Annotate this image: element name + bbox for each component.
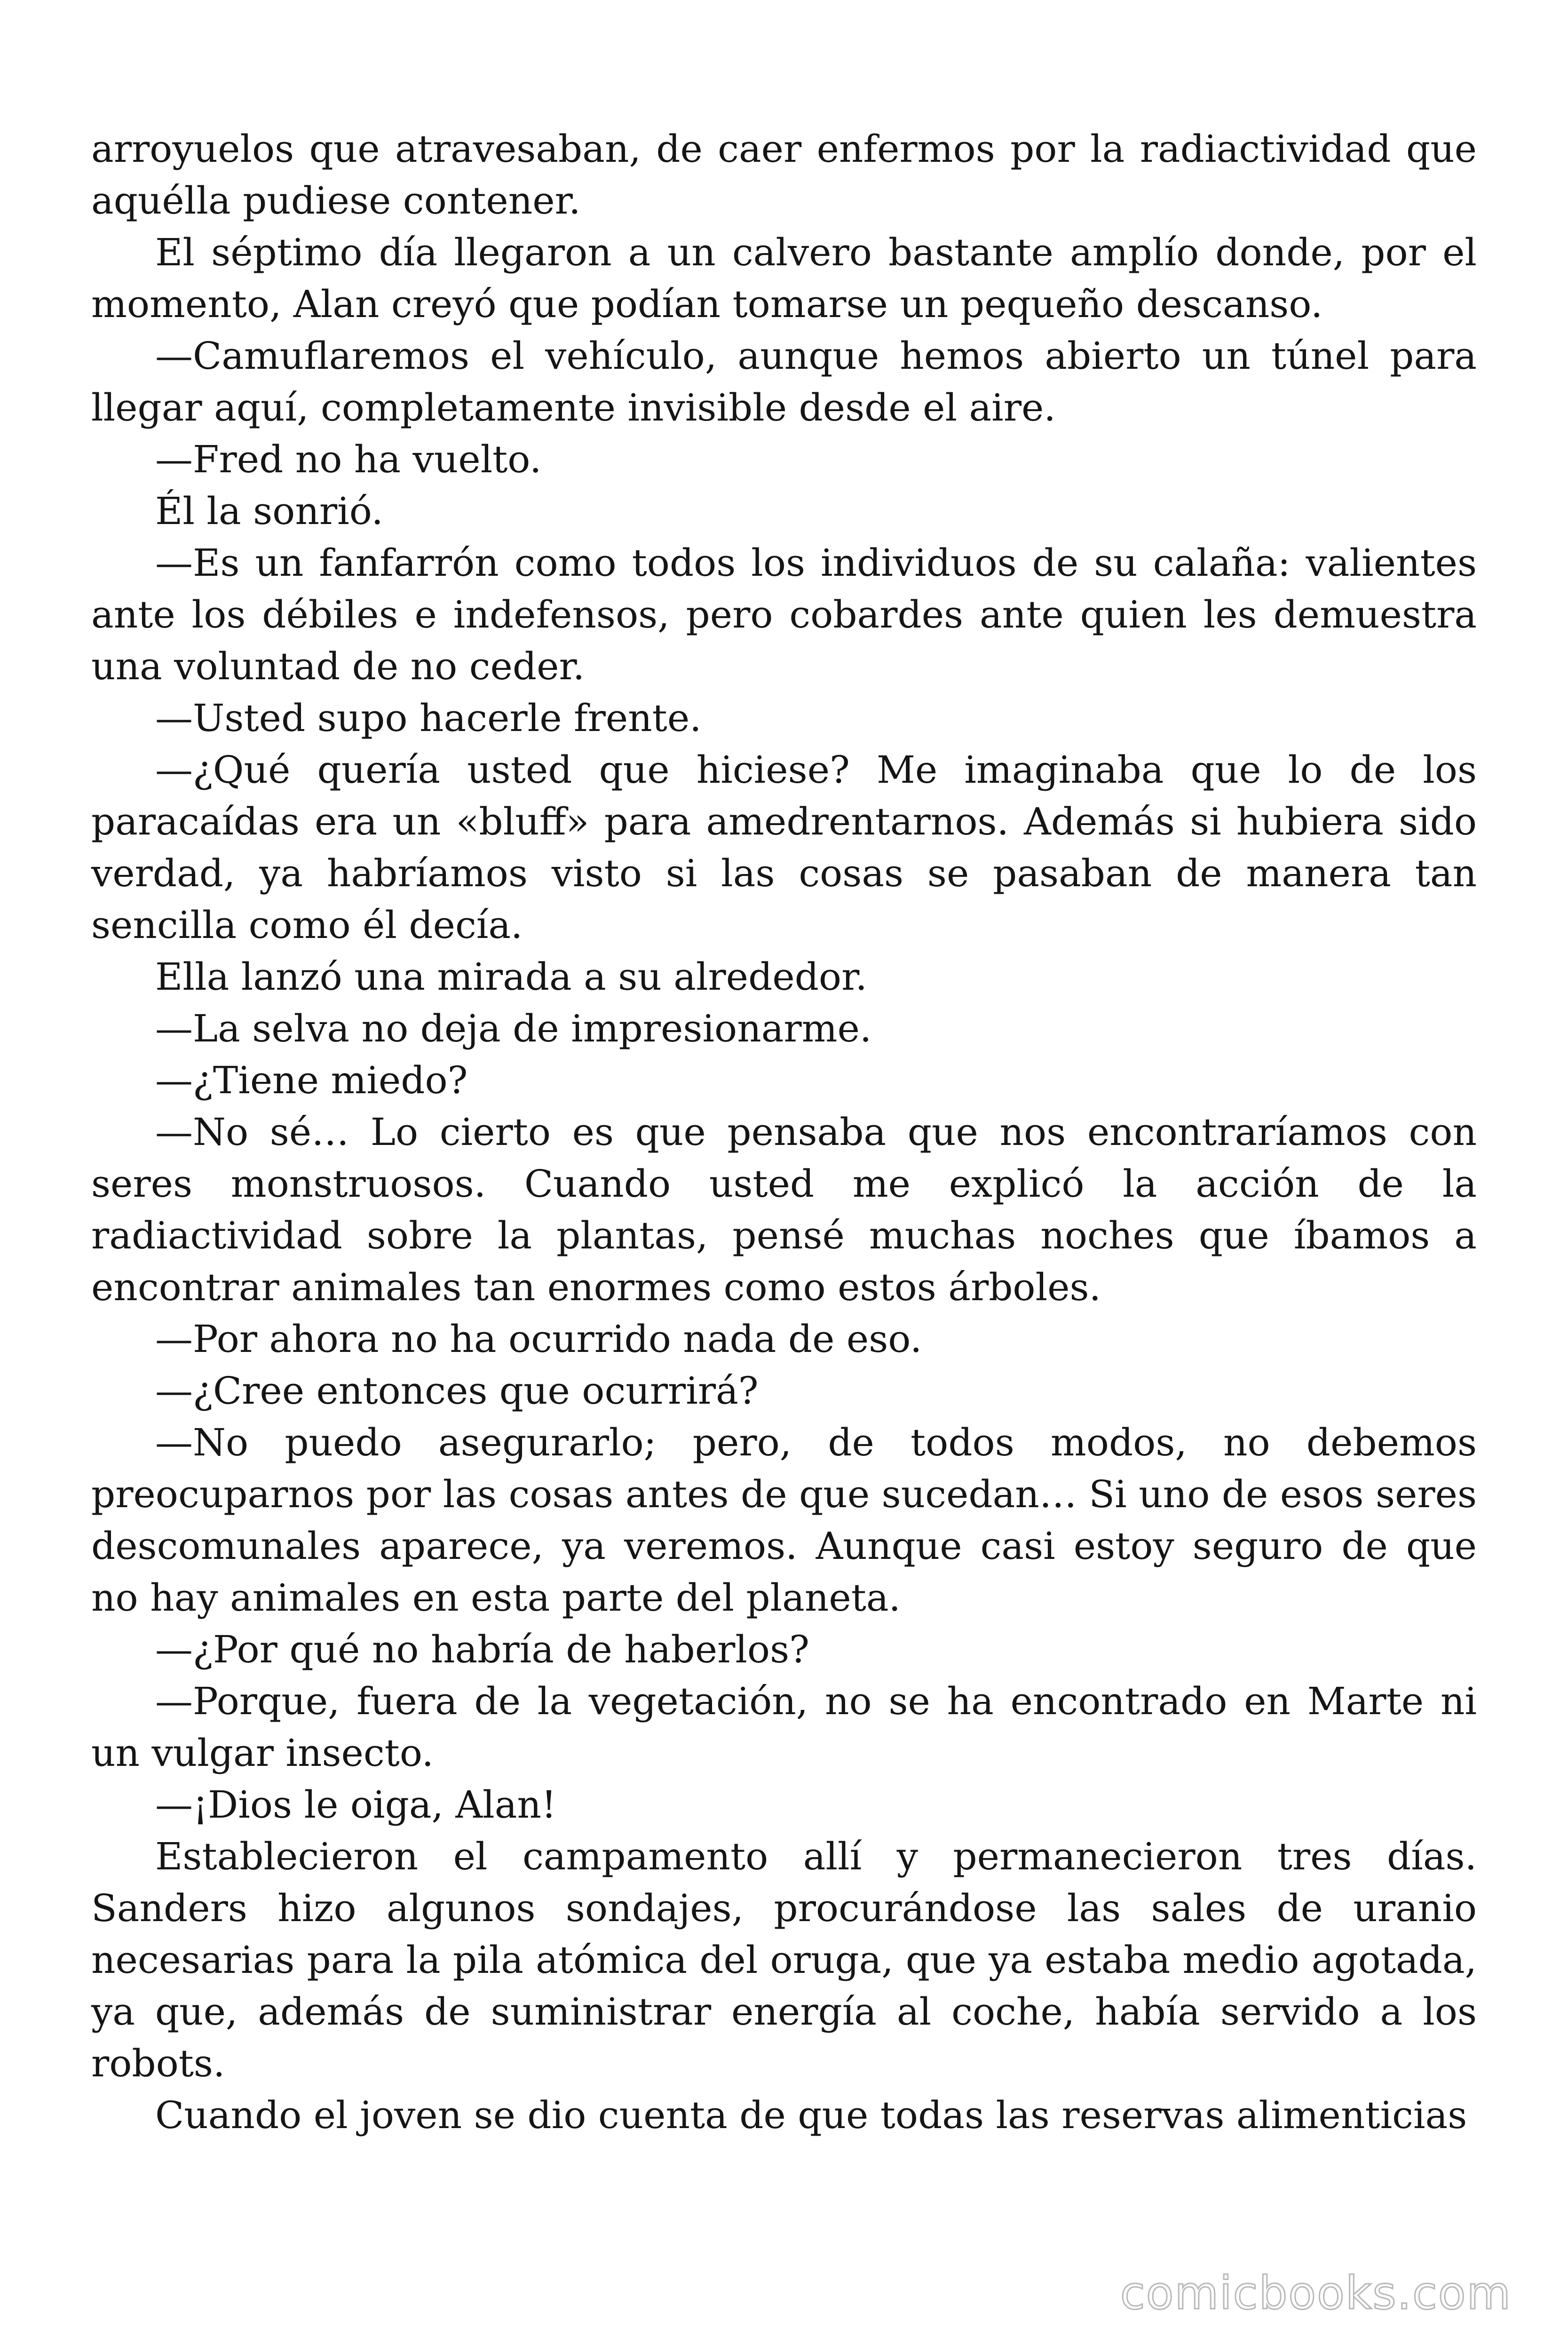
paragraph: —¡Dios le oiga, Alan!	[155, 1783, 557, 1827]
paragraph: —No puedo asegurarlo; pero, de todos modos, no debemos preocuparnos por las cosas antes de que sucedan… Si uno de esos seres descomunales aparece, ya veremos. Aunque casi estoy seguro de que no hay animales en esta parte del planeta.	[91, 1421, 1477, 1620]
paragraph: arroyuelos que atravesaban, de caer enfermos por la radiactividad que aquélla pudiese contener.	[91, 127, 1477, 222]
paragraph: —Por ahora no ha ocurrido nada de eso.	[155, 1317, 922, 1361]
paragraph: Establecieron el campamento allí y permanecieron tres días. Sanders hizo algunos sondajes, procurándose las sales de uranio necesarias para la pila atómica del oruga, que ya estaba medio agotada, ya que, además de suministrar energía al coche, había servido a los robots.	[91, 1835, 1477, 2085]
paragraph: —¿Cree entonces que ocurrirá?	[155, 1369, 759, 1413]
paragraph: Cuando el joven se dio cuenta de que todas las reservas alimenticias	[155, 2093, 1467, 2137]
paragraph: Ella lanzó una mirada a su alrededor.	[155, 955, 867, 999]
paragraph: Él la sonrió.	[155, 489, 383, 533]
paragraph: —Fred no ha vuelto.	[155, 437, 542, 481]
page-body	[91, 123, 1477, 2141]
paragraph: —Usted supo hacerle frente.	[155, 696, 702, 740]
paragraph: —¿Qué quería usted que hiciese? Me imaginaba que lo de los paracaídas era un «bluff» para amedrentarnos. Además si hubiera sido verdad, ya habríamos visto si las cosas se pasaban de manera tan sencilla como él decía.	[91, 748, 1477, 947]
paragraph: —No sé… Lo cierto es que pensaba que nos encontraríamos con seres monstruosos. Cuando usted me explicó la acción de la radiactividad sobre la plantas, pensé muchas noches que íbamos a encontrar animales tan enormes como estos árboles.	[91, 1110, 1477, 1309]
paragraph: El séptimo día llegaron a un calvero bastante amplío donde, por el momento, Alan creyó que podían tomarse un pequeño descanso.	[91, 230, 1477, 326]
paragraph: —¿Por qué no habría de haberlos?	[155, 1628, 810, 1671]
paragraph: —¿Tiene miedo?	[155, 1058, 468, 1102]
paragraph: —La selva no deja de impresionarme.	[155, 1007, 872, 1050]
paragraph: —Porque, fuera de la vegetación, no se ha encontrado en Marte ni un vulgar insecto.	[91, 1679, 1477, 1775]
watermark: comicbooks.com	[1120, 2267, 1512, 2320]
paragraph: —Es un fanfarrón como todos los individuos de su calaña: valientes ante los débiles e indefensos, pero cobardes ante quien les demuestra una voluntad de no ceder.	[91, 541, 1477, 688]
paragraph: —Camuflaremos el vehículo, aunque hemos abierto un túnel para llegar aquí, completamente invisible desde el aire.	[91, 334, 1477, 429]
